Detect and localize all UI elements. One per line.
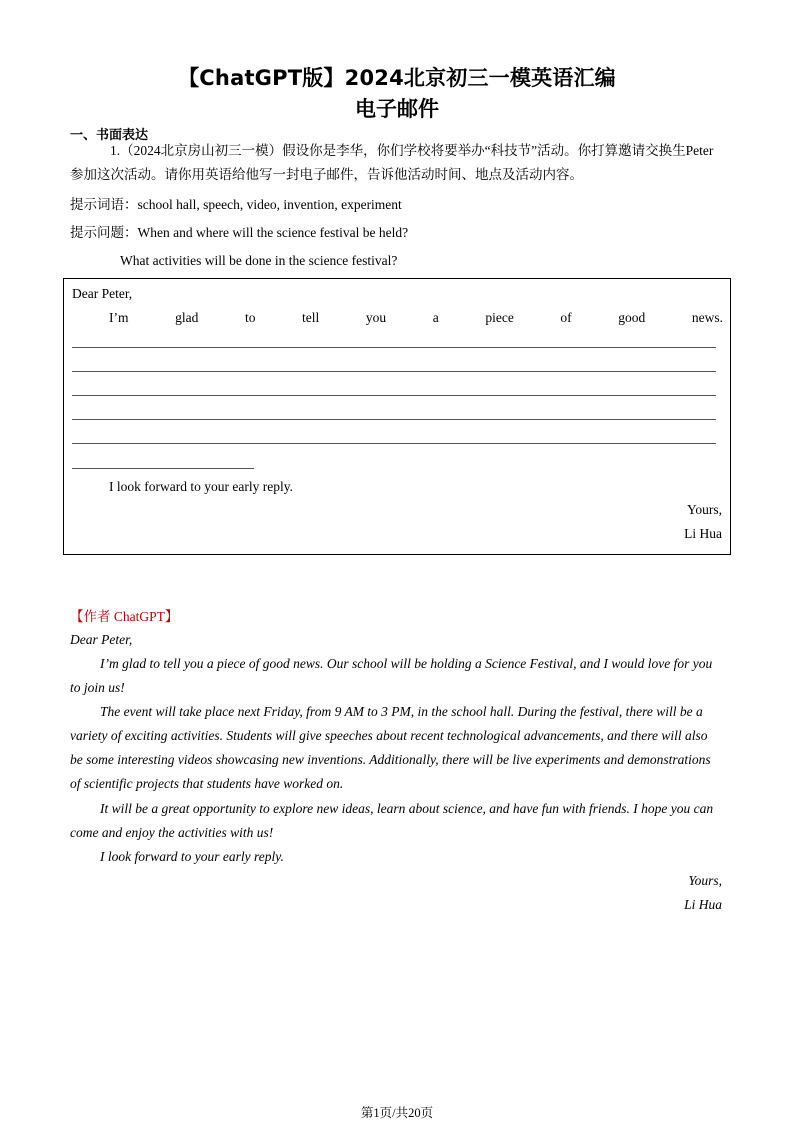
template-signature: Li Hua bbox=[684, 526, 722, 541]
page-footer: 第1页/共20页 bbox=[360, 1106, 434, 1120]
answer-author-label: 【作者 ChatGPT】 bbox=[70, 609, 179, 624]
template-word: you bbox=[365, 310, 387, 325]
writing-line bbox=[72, 443, 716, 444]
answer-paragraph: The event will take place next Friday, from 9 AM to 3 PM, in the school hall. During the festival, there will be a variety of exciting activities. Students will give speeches about recent technological advancements, and there will also be some interesting videos showcasing new inventions. Additionally, there will be live experiments and demonstrations of scientific projects that students have worked on. bbox=[70, 704, 711, 791]
answer-template-box bbox=[63, 278, 731, 555]
template-opening-line bbox=[109, 310, 723, 326]
template-word: piece bbox=[485, 310, 514, 325]
answer-paragraph: I’m glad to tell you a piece of good news. Our school will be holding a Science Festival, and I would love for you to join us! bbox=[70, 656, 713, 695]
template-word: glad bbox=[175, 310, 199, 325]
template-greeting: Dear Peter, bbox=[72, 286, 133, 301]
template-word: tell bbox=[302, 310, 320, 325]
template-word: news. bbox=[691, 310, 723, 325]
section-heading: 一、书面表达 bbox=[70, 128, 149, 143]
document-title: 【ChatGPT版】2024北京初三一模英语汇编 bbox=[178, 66, 616, 90]
template-closing-line: I look forward to your early reply. bbox=[109, 479, 293, 494]
hint-question-2: What activities will be done in the science festival? bbox=[120, 253, 398, 268]
writing-line bbox=[72, 395, 716, 396]
template-sign-off: Yours, bbox=[686, 502, 722, 517]
writing-line bbox=[72, 347, 716, 348]
writing-line bbox=[72, 419, 716, 420]
hint-question-1: 提示问题：When and where will the science festival be held? bbox=[70, 225, 409, 240]
template-word: of bbox=[560, 310, 572, 325]
template-word: to bbox=[244, 310, 256, 325]
template-word: a bbox=[432, 310, 439, 325]
template-word: good bbox=[618, 310, 646, 325]
hint-words: 提示词语：school hall, speech, video, invention, experiment bbox=[70, 197, 402, 212]
template-word: I’m bbox=[109, 310, 129, 325]
answer-signature: Li Hua bbox=[684, 897, 722, 912]
answer-sign-off: Yours, bbox=[688, 873, 722, 888]
writing-line bbox=[72, 371, 716, 372]
answer-paragraph: I look forward to your early reply. bbox=[100, 849, 284, 864]
question-text: 1.（2024北京房山初三一模）假设你是李华，你们学校将要举办“科技节”活动。你打算邀请交换生Peter参加这次活动。请你用英语给他写一封电子邮件，告诉他活动时间、地点及活动内容。 bbox=[70, 143, 714, 182]
document-subtitle: 电子邮件 bbox=[355, 97, 439, 121]
answer-paragraph: It will be a great opportunity to explore new ideas, learn about science, and have fun with friends. I hope you can come and enjoy the activities with us! bbox=[70, 801, 714, 840]
writing-line bbox=[72, 468, 254, 469]
answer-greeting: Dear Peter, bbox=[70, 632, 133, 647]
